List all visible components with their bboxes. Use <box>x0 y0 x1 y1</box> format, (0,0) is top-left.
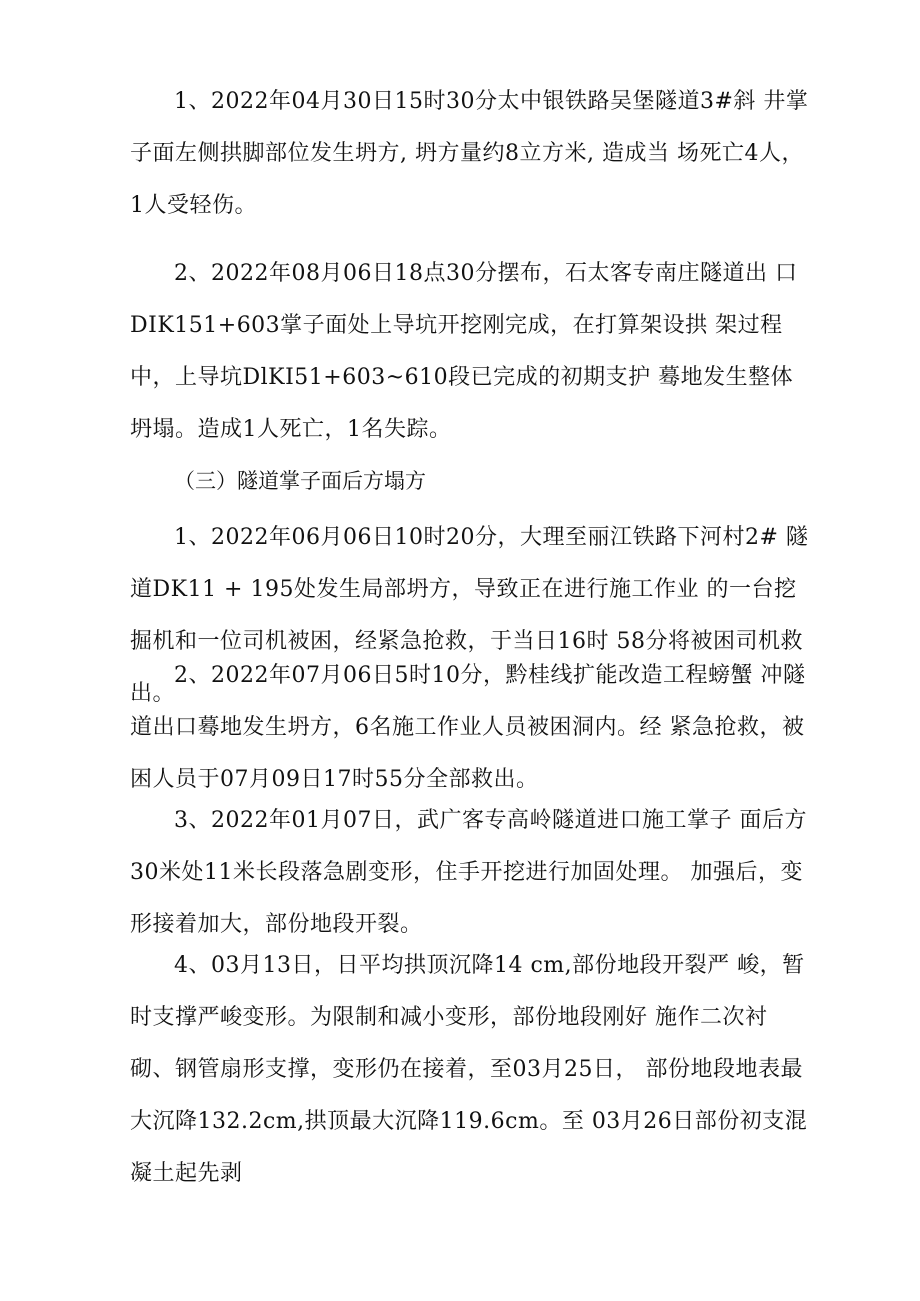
section-heading: （三）隧道掌子面后方塌方 <box>174 469 426 493</box>
paragraph-4: 2、2022年07月06日5时10分，黔桂线扩能改造工程螃蟹 冲隧道出口蓦地发生坍方，6名施工作业人员被困洞内。经 紧急抢救，被困人员于07月09日17时55分全部救出。 <box>130 663 806 792</box>
paragraph-6: 4、03月13日，日平均拱顶沉降14 cm,部份地段开裂严 峻，暂时支撑严峻变形。为限制和减小变形，部份地段刚好 施作二次衬砌、钢管扇形支撑，变形仍在接着，至03月25日， 部份地段地表最大沉降132.2cm,拱顶最大沉降119.6cm。至 03月26日部份初支混凝土起先剥 <box>130 953 808 1186</box>
paragraph-3: 1、2022年06月06日10时20分，大理至丽江铁路下河村2# 隧道DK11 + 195处发生局部坍方，导致正在进行施工作业 的一台挖掘机和一位司机被困，经紧急抢救，于当日16时 58分将被困司机救出。 <box>130 525 809 706</box>
paragraph-1: 1、2022年04月30日15时30分太中银铁路吴堡隧道3#斜 井掌子面左侧拱脚部位发生坍方, 坍方量约8立方米, 造成当 场死亡4人，1人受轻伤。 <box>130 89 809 218</box>
paragraph-2: 2、2022年08月06日18点30分摆布，石太客专南庄隧道出 口DIK151+603掌子面处上导坑开挖刚完成，在打算架设拱 架过程中，上导坑DlKI51+603~610段已完成的初期支护 蓦地发生整体坍塌。造成1人死亡，1名失踪。 <box>130 261 798 442</box>
paragraph-5: 3、2022年01月07日，武广客专高岭隧道进口施工掌子 面后方30米处11米长段落急剧变形，住手开挖进行加固处理。 加强后，变形接着加大，部份地段开裂。 <box>130 808 807 937</box>
